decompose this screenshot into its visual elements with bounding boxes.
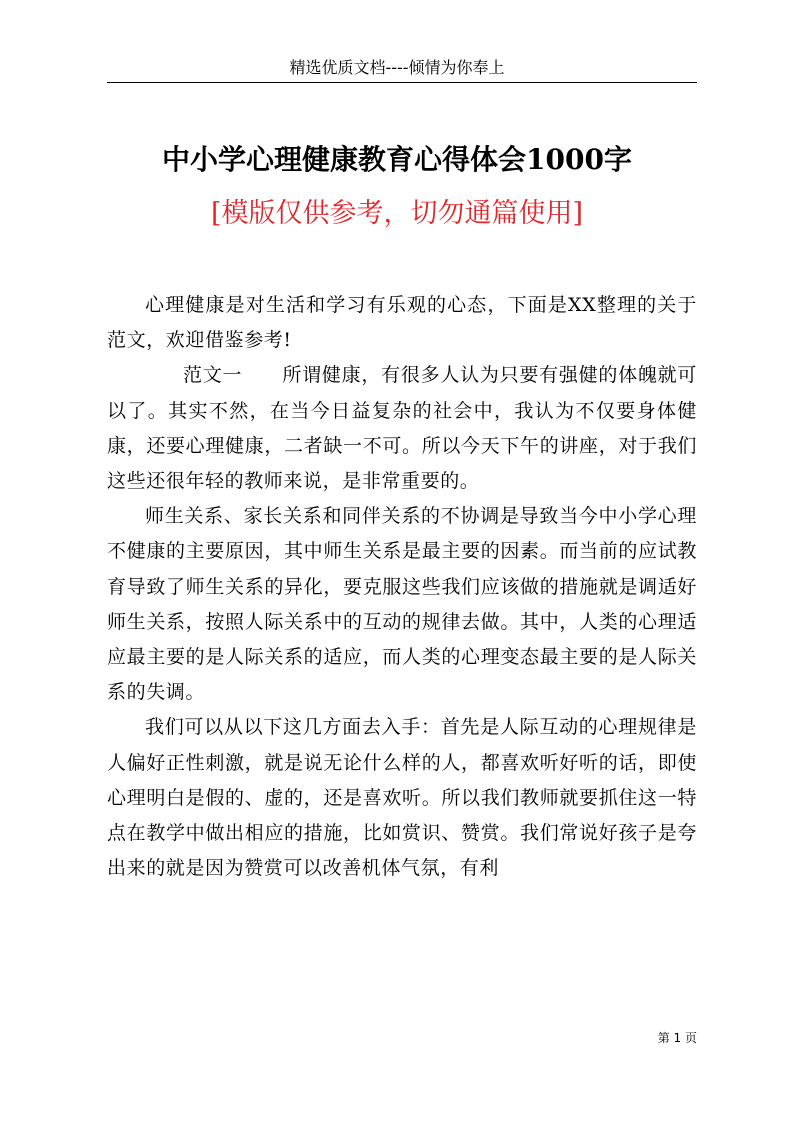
document-body: [107, 288, 697, 886]
paragraph-intro: 心理健康是对生活和学习有乐观的心态，下面是XX整理的关于范文，欢迎借鉴参考!: [107, 294, 697, 352]
paragraph-relationships: 师生关系、家长关系和同伴关系的不协调是导致当今中小学心理不健康的主要原因，其中师生关系是最主要的因素。而当前的应试教育导致了师生关系的异化，要克服这些我们应该做的措施就是调适好师生关系，按照人际关系中的互动的规律去做。其中，人类的心理适应最主要的是人际关系的适应，而人类的心理变态最主要的是人际关系的失调。: [107, 505, 697, 704]
page-header: 精选优质文档----倾情为你奉上: [289, 58, 505, 77]
header-divider: [107, 82, 697, 83]
paragraph-example-one: [107, 358, 697, 499]
paragraph-methods: 我们可以从以下这几方面去入手：首先是人际互动的心理规律是人偏好正性刺激，就是说无论什么样的人，都喜欢听好听的话，即使心理明白是假的、虚的，还是喜欢听。所以我们教师就要抓住这一特点在教学中做出相应的措施，比如赏识、赞赏。我们常说好孩子是夸出来的就是因为赞赏可以改善机体气氛，有利: [107, 716, 697, 880]
document-subtitle: [模版仅供参考，切勿通篇使用]: [210, 198, 584, 229]
page-number: 第 1 页: [657, 1031, 697, 1045]
paragraph-example-one-text: 所谓健康，有很多人认为只要有强健的体魄就可以了。其实不然，在当今日益复杂的社会中，我认为不仅要身体健康，还要心理健康，二者缺一不可。所以今天下午的讲座，对于我们这些还很年轻的教师来说，是非常重要的。: [107, 364, 697, 493]
example-label: 范文一: [183, 364, 243, 387]
document-title: 中小学心理健康教育心得体会1000字: [162, 143, 632, 176]
